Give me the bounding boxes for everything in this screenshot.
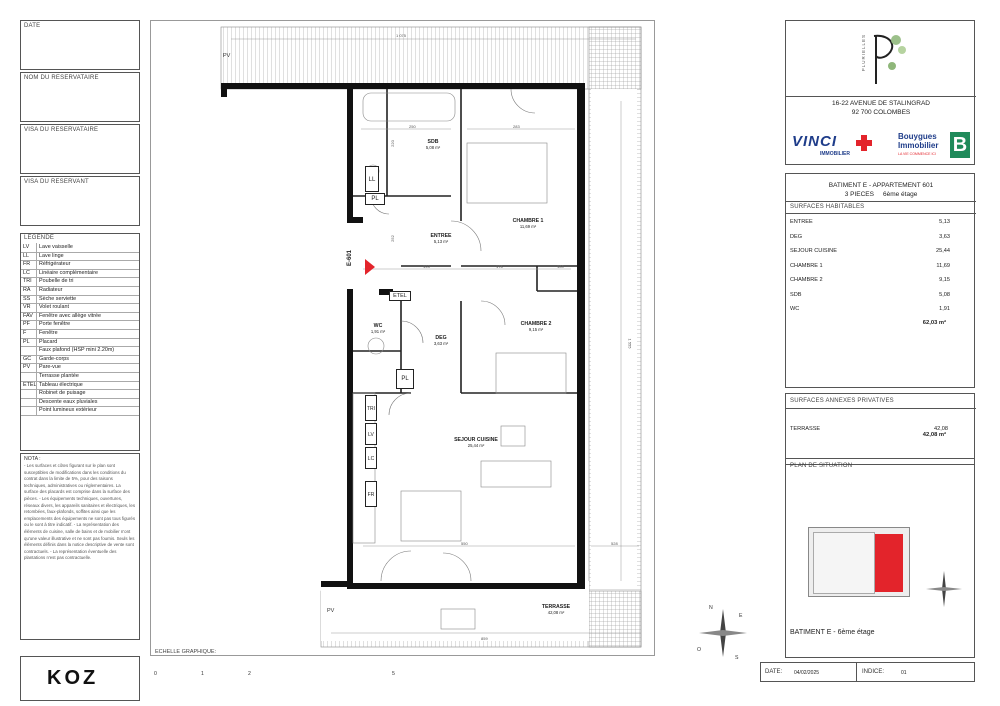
tag-fr: FR — [365, 481, 377, 507]
date-value: 04/02/2025 — [794, 670, 820, 676]
room-sejour-name: SEJOUR CUISINE — [454, 437, 498, 443]
field-visa-reservataire[interactable] — [20, 124, 140, 174]
scale-tick-2: 2 — [248, 671, 251, 677]
surface-value: 1,91 — [939, 306, 950, 312]
dim-top: 1 075 — [396, 33, 407, 38]
annexes-box — [785, 393, 975, 465]
compass-n: N — [709, 605, 713, 611]
room-terrasse-name: TERRASSE — [541, 604, 571, 610]
bed-2 — [496, 353, 566, 393]
legend-code: LV — [23, 244, 30, 250]
legend-code: FR — [23, 261, 31, 268]
plan-drawing — [151, 21, 654, 655]
annexe-name: TERRASSE — [790, 426, 821, 432]
room-sdb — [413, 139, 453, 150]
compass-rose-situation — [924, 569, 964, 609]
room-chambre-2 — [511, 321, 561, 332]
surface-value: 5,08 — [939, 291, 950, 298]
legend-desc: Lave vaisselle — [39, 244, 73, 250]
room-terrasse — [531, 604, 581, 615]
legend-code: RA — [23, 287, 31, 293]
address-line-1: 16-22 AVENUE DE STALINGRAD — [831, 100, 930, 107]
dim-terrace-width: 528 — [611, 541, 618, 546]
legend-desc: Poubelle de tri — [39, 278, 74, 285]
legend-code: VR — [23, 304, 31, 311]
tag-ll: LL — [365, 166, 379, 192]
compass-e: E — [739, 613, 743, 619]
legend-desc: Descente eaux pluviales — [39, 398, 98, 405]
tag-pl-2: PL — [396, 369, 414, 389]
dim-mid-1: 193 — [423, 264, 430, 269]
surface-value: 25,44 — [936, 248, 950, 254]
dim-sdb-width: 250 — [409, 124, 416, 129]
vinci-cross-icon — [856, 135, 872, 151]
room-chambre-1-area: 11,69 m² — [519, 224, 537, 229]
left-panel — [20, 20, 140, 689]
room-sdb-area: 5,08 m² — [425, 145, 441, 150]
legend-desc: Volet roulant — [39, 304, 69, 311]
legend-code: LC — [23, 269, 30, 276]
situation-box — [785, 458, 975, 658]
room-deg-name: DEG — [435, 335, 447, 341]
koz-logo: KOZ — [47, 667, 99, 689]
surface-name: CHAMBRE 1 — [790, 262, 823, 269]
surface-row — [790, 248, 950, 254]
room-chambre-2-name: CHAMBRE 2 — [520, 321, 552, 327]
date-label: DATE: — [765, 669, 783, 675]
bathtub — [363, 93, 455, 121]
room-chambre-2-area: 9,15 m² — [528, 327, 544, 332]
plurielles-text: PLURIELLES — [861, 34, 866, 72]
compass-icon — [695, 605, 751, 661]
dim-220: 220 — [389, 140, 395, 147]
legend-box — [20, 233, 140, 451]
situation-caption: BATIMENT E - 6ème étage — [790, 629, 875, 636]
tag-lc: LC — [365, 447, 377, 469]
room-entree-name: ENTREE — [430, 233, 452, 239]
legend-desc: Sèche serviette — [39, 295, 77, 302]
situation-map — [808, 527, 910, 597]
situation-highlight — [875, 534, 903, 592]
compass-s: S — [735, 655, 739, 661]
dim-mid-2: 176 — [496, 264, 503, 269]
surface-name: SEJOUR CUISINE — [790, 248, 837, 254]
compass-rose-plan — [695, 605, 751, 661]
legend-code: LL — [23, 252, 29, 259]
surfaces-total: 62,03 m² — [922, 320, 946, 326]
legend-desc: Faux plafond (HSP mini 2.20m) — [39, 347, 115, 354]
notes-title: NOTA : — [24, 456, 41, 462]
surface-row — [790, 306, 950, 312]
legend-desc: Lave linge — [39, 252, 64, 259]
dim-right: 1 555 — [627, 338, 633, 349]
compass-small-icon — [924, 569, 964, 609]
surface-row — [790, 292, 950, 298]
surface-name: CHAMBRE 2 — [790, 277, 823, 283]
room-chambre-1 — [503, 218, 553, 229]
koz-logo-box — [20, 656, 140, 701]
legend-code: PL — [23, 338, 30, 345]
bouygues-b-icon: B — [950, 132, 970, 158]
legend-desc: Terrasse plantée — [39, 373, 79, 379]
dim-mid-3: 100 — [557, 264, 564, 269]
legend-desc: Garde-corps — [39, 355, 69, 362]
room-wc — [365, 323, 391, 334]
room-entree — [421, 233, 461, 244]
notes-text: - Les surfaces et côtes figurant sur le plan sont susceptibles de modifications dans les conditions du contrat dans la limite de 5%, pour des raisons techniques, administratives ou réglementaires. La surface des placards est comprise dans la surface des pièces. - Les équipements techniques, ouvertures, réseaux divers, les appareils sanitaires et électriques, les retombées, faux-plafonds, soffites ainsi que les emplacements des équipements ne sont pas tous figurés ou le sont à titre indicatif. - La représentation des éléments de cuisine, salle de bains et de mobilier n'ont qu'une valeur illustrative et ne sont pas fournis. Seuls les éléments définis dans la notice descriptive de vente sont contractuels. - La représentation éventuelle des plantations n'est pas contractuelle. — [24, 463, 136, 561]
tag-pv-1: PV — [223, 53, 231, 59]
surface-name: SDB — [790, 291, 802, 298]
surface-name: ENTREE — [790, 219, 813, 225]
indice-value: 01 — [901, 670, 907, 676]
legend-desc: Point lumineux extérieur — [39, 407, 97, 414]
room-entree-area: 5,13 m² — [433, 239, 449, 244]
table — [401, 491, 461, 541]
address-line-2: 92 700 COLOMBES — [851, 109, 911, 116]
surfaces-title: SURFACES HABITABLES — [790, 204, 865, 210]
legend-desc: Fenêtre avec allège vitrée — [39, 312, 102, 319]
scale-tick-0: 0 — [154, 671, 157, 677]
annexe-value: 42,08 — [934, 426, 948, 432]
tag-pl-1: PL — [365, 193, 385, 205]
surface-row — [790, 234, 950, 240]
legend-code: PF — [23, 321, 30, 328]
surface-row — [790, 277, 950, 283]
room-sdb-name: SDB — [427, 139, 439, 145]
legend-code: TRI — [23, 278, 32, 285]
compass-o: O — [697, 647, 702, 653]
dim-bottom: 859 — [481, 636, 488, 641]
entrance-marker-label: E-601 — [347, 249, 353, 266]
scale-tick-1: 1 — [201, 671, 204, 677]
legend-desc: Pare-vue — [39, 364, 61, 371]
surface-value: 3,63 — [939, 233, 950, 240]
project-header — [785, 20, 975, 165]
field-nom-reservataire[interactable] — [20, 72, 140, 122]
legend-title: LEGENDE — [24, 235, 55, 241]
bouygues-name-2: Immobilier — [898, 141, 939, 150]
surface-row — [790, 263, 950, 269]
field-nom-label: NOM DU RESERVATAIRE — [24, 75, 99, 81]
floor-plan — [150, 20, 655, 656]
legend-code: PV — [23, 364, 31, 371]
tag-lv: LV — [365, 423, 377, 445]
surface-name: WC — [790, 306, 800, 312]
legend-code: F — [23, 330, 27, 336]
tag-pv-2: PV — [327, 608, 335, 614]
room-terrasse-area: 42,08 m² — [547, 610, 565, 615]
plurielles-logo — [858, 26, 910, 88]
tag-etel: ETEL — [389, 291, 411, 301]
dim-ch1-width: 283 — [513, 124, 520, 129]
surface-value: 9,15 — [939, 277, 950, 283]
apartment-box — [785, 173, 975, 388]
legend-code: FAV — [23, 312, 33, 319]
terrace-hatch-top — [221, 27, 641, 89]
legend-desc: Réfrigérateur — [39, 261, 71, 268]
legend-desc: Linéaire complémentaire — [39, 269, 99, 276]
bed-1 — [467, 143, 547, 203]
surface-name: DEG — [790, 233, 803, 240]
legend-desc: Placard — [39, 338, 58, 345]
field-visa-reservant-label: VISA DU RESERVANT — [24, 179, 89, 185]
interior-walls — [353, 89, 577, 393]
field-date-label: DATE — [24, 23, 41, 29]
legend-desc: Fenêtre — [39, 330, 58, 336]
field-visa-reservataire-label: VISA DU RESERVATAIRE — [24, 127, 99, 133]
vinci-name: VINCI — [792, 133, 838, 150]
room-chambre-1-name: CHAMBRE 1 — [512, 218, 544, 224]
vinci-logo — [792, 133, 882, 161]
legend-code: ETEL — [23, 381, 37, 388]
surface-value: 11,69 — [936, 262, 950, 269]
dim-entree-height: 252 — [389, 235, 395, 242]
room-wc-area: 1,91 m² — [370, 329, 386, 334]
scale-label: ECHELLE GRAPHIQUE: — [155, 649, 217, 655]
bouygues-sub: LA VIE COMMENCE ICI — [898, 152, 936, 156]
room-deg — [426, 335, 456, 346]
room-sejour-area: 25,44 m² — [467, 443, 485, 448]
scale-tick-5: 5 — [392, 671, 395, 677]
bouygues-name-1: Bouygues — [898, 132, 937, 141]
annexes-title: SURFACES ANNEXES PRIVATIVES — [790, 398, 894, 404]
legend-desc: Tableau électrique — [39, 381, 83, 388]
surface-value: 5,13 — [939, 219, 950, 225]
walls — [221, 83, 585, 589]
footer-box — [760, 662, 975, 682]
sofa — [481, 461, 551, 487]
vinci-sub: IMMOBILIER — [820, 151, 850, 157]
room-sejour-cuisine — [446, 437, 506, 448]
legend-code: SS — [23, 295, 31, 302]
legend-desc: Radiateur — [39, 287, 63, 293]
room-wc-name: WC — [373, 323, 383, 329]
dim-sejour-width: 550 — [461, 541, 468, 546]
furniture — [353, 93, 566, 629]
apartment-subtitle: 3 PIECES 6ème étage — [844, 191, 918, 198]
situation-title: PLAN DE SITUATION — [790, 463, 853, 469]
indice-label: INDICE: — [862, 669, 885, 675]
apartment-title: BATIMENT E - APPARTEMENT 601 — [828, 182, 934, 189]
legend-desc: Porte fenêtre — [39, 321, 71, 328]
entrance-marker-arrow — [365, 259, 375, 275]
legend-code: GC — [23, 355, 32, 362]
tag-tri: TRI — [365, 395, 377, 421]
legend-desc: Robinet de puisage — [39, 390, 86, 397]
right-panel — [765, 20, 975, 690]
field-visa-reservant[interactable] — [20, 176, 140, 226]
field-date[interactable] — [20, 20, 140, 70]
notes-box — [20, 453, 140, 640]
surface-row — [790, 219, 950, 225]
annexes-total: 42,08 m² — [922, 432, 946, 438]
room-deg-area: 3,63 m² — [433, 341, 449, 346]
bouygues-logo — [898, 132, 974, 162]
legend-row — [21, 406, 139, 416]
